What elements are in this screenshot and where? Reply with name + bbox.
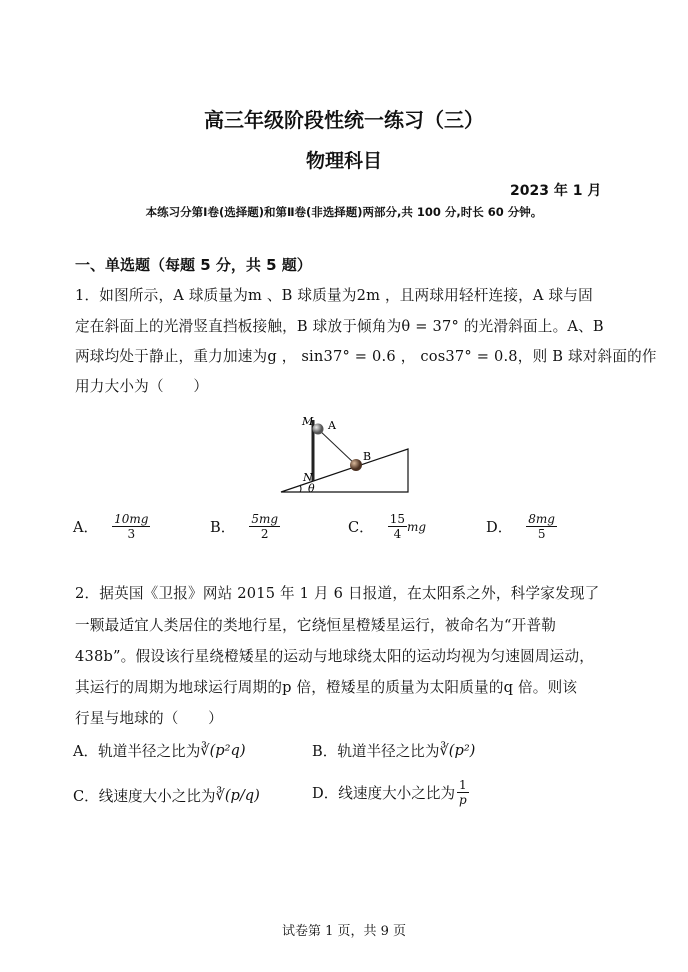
ball-a [313, 424, 324, 435]
q2-option-a[interactable] [73, 740, 246, 761]
label-m: M [302, 415, 314, 428]
q2-line: 2．据英国《卫报》网站 2015 年 1 月 6 日报道，在太阳系之外，科学家发现了 [75, 585, 600, 602]
q1-line: 定在斜面上的光滑竖直挡板接触，B 球放于倾角为θ = 37° 的光滑斜面上。A、B [75, 318, 604, 335]
label-a: A [328, 419, 336, 432]
q2-line: 438b”。假设该行星绕橙矮星的运动与地球绕太阳的运动均视为匀速圆周运动， [75, 648, 595, 665]
label-theta: θ [308, 482, 315, 495]
option-math: ∛(p/q) [215, 787, 260, 804]
q1-line: 1．如图所示，A 球质量为m 、B 球质量为2m ，且两球用轻杆连接，A 球与固 [75, 287, 593, 304]
incline-figure [270, 405, 420, 500]
option-label: B． [210, 519, 236, 536]
q2-option-c[interactable] [73, 785, 260, 806]
section-heading: 一、单选题（每题 5 分，共 5 题） [75, 256, 312, 274]
page-footer: 试卷第 1 页，共 9 页 [281, 924, 407, 939]
option-label: C．线速度大小之比为 [73, 788, 216, 805]
option-label: C． [348, 519, 374, 536]
q1-line: 用力大小为（ ） [75, 378, 209, 395]
fraction: $\frac{15}{4}$ [389, 512, 406, 541]
q2-line: 其运行的周期为地球运行周期的p 倍，橙矮星的质量为太阳质量的q 倍。则该 [75, 679, 578, 696]
exam-date: 2023 年 1 月 [510, 183, 602, 199]
exam-title: 高三年级阶段性统一练习（三） [204, 108, 484, 132]
option-label: D． [486, 519, 513, 536]
ball-b [350, 459, 362, 471]
exam-note: 本练习分第Ⅰ卷(选择题)和第Ⅱ卷(非选择题)两部分,共 100 分,时长 60 分钟。 [145, 205, 543, 219]
q1-option-a[interactable] [73, 512, 150, 541]
fraction: $\frac{1}{p}$ [459, 778, 467, 807]
option-label: A． [73, 519, 99, 536]
q1-option-b[interactable] [210, 512, 280, 541]
option-math: ∛(p²) [439, 742, 476, 759]
label-n: N [303, 471, 313, 484]
q2-option-d[interactable] [312, 778, 469, 807]
label-b: B [363, 450, 372, 463]
option-label: A．轨道半径之比为 [73, 743, 201, 760]
q2-option-b[interactable] [312, 740, 475, 761]
fraction: $\frac{5mg}{2}$ [251, 512, 279, 541]
q2-line: 一颗最适宜人类居住的类地行星，它绕恒星橙矮星运行，被命名为“开普勒 [75, 617, 557, 634]
q1-option-c[interactable]: C． $\frac{15}{4}$ mg [348, 512, 427, 541]
q1-option-d[interactable] [486, 512, 557, 541]
fraction: $\frac{10mg}{3}$ [114, 512, 149, 541]
light-rod [318, 429, 356, 465]
option-label: B．轨道半径之比为 [312, 743, 440, 760]
fraction: $\frac{8mg}{5}$ [528, 512, 555, 541]
q2-line: 行星与地球的（ ） [75, 710, 223, 727]
option-label: D．线速度大小之比为 [312, 785, 456, 802]
option-math: ∛(p²q) [200, 742, 246, 759]
q1-line: 两球均处于静止，重力加速为g ， sin37° = 0.6 ， cos37° = 0.8，则 B 球对斜面的作 [75, 348, 657, 365]
exam-subject: 物理科目 [305, 150, 382, 172]
